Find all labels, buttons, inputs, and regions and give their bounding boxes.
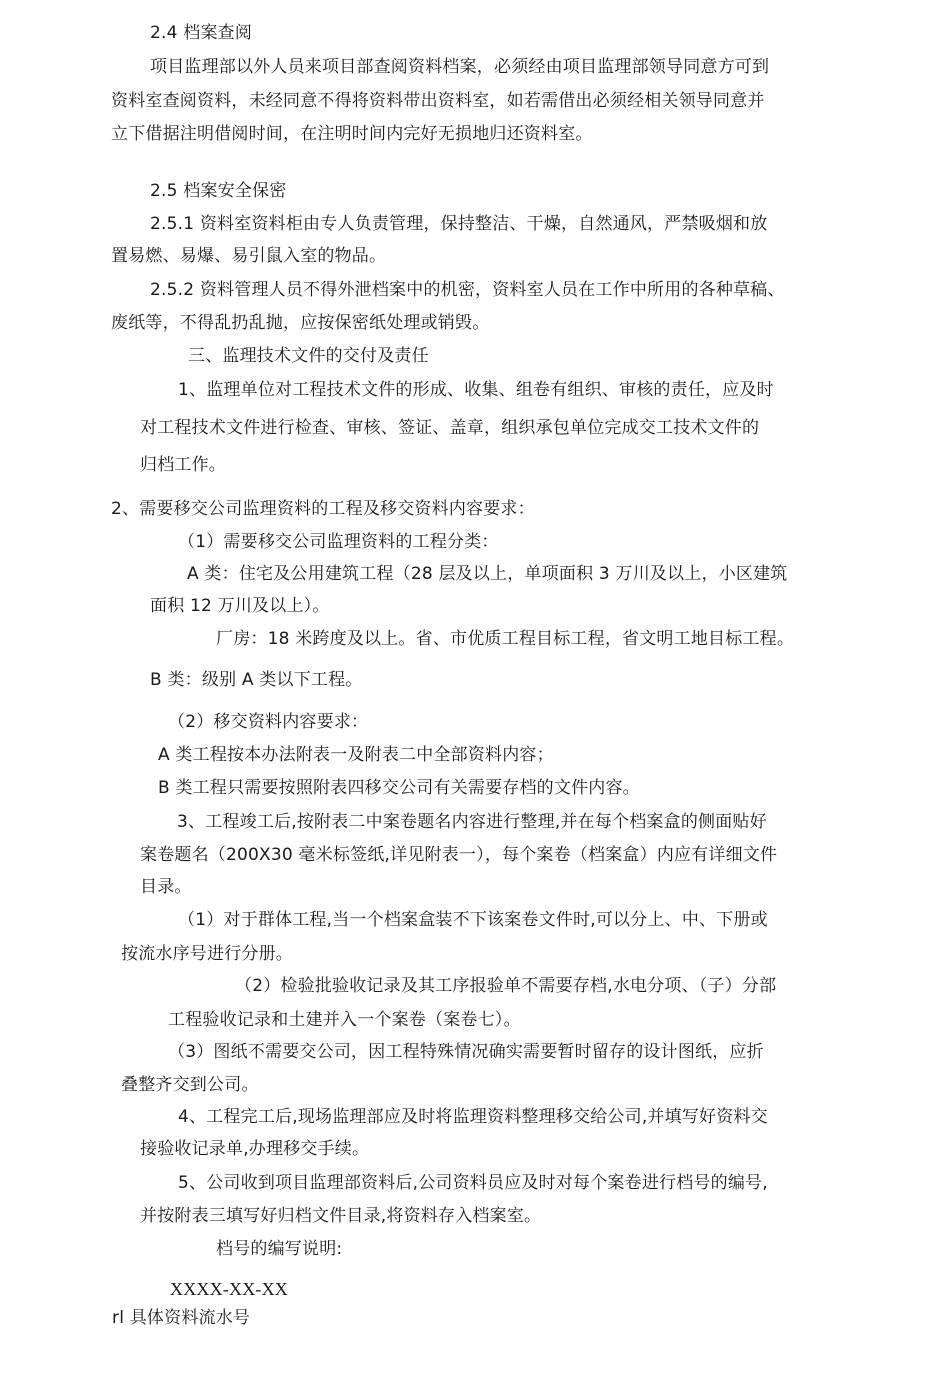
paragraph-line: A 类：住宅及公用建筑工程（28 层及以上，单项面积 3 万川及以上，小区建筑 <box>187 564 788 584</box>
section-heading-2-5: 2.5 档案安全保密 <box>150 181 287 201</box>
paragraph-line: 对工程技术文件进行检查、审核、签证、盖章，组织承包单位完成交工技术文件的 <box>140 418 760 438</box>
paragraph-line: 立下借据注明借阅时间，在注明时间内完好无损地归还资料室。 <box>111 124 593 144</box>
paragraph-line: rl 具体资料流水号 <box>112 1308 251 1328</box>
section-heading-2-4: 2.4 档案查阅 <box>150 23 253 43</box>
paragraph-line: （2）移交资料内容要求： <box>168 712 369 732</box>
paragraph-line: 归档工作。 <box>140 455 226 475</box>
paragraph-line: 叠整齐交到公司。 <box>121 1075 259 1095</box>
paragraph-line: 工程验收记录和土建并入一个案卷（案卷七）。 <box>168 1010 521 1030</box>
paragraph-line: 3、工程竣工后,按附表二中案卷题名内容进行整理,并在每个档案盒的侧面贴好 <box>177 812 767 832</box>
paragraph-line: 2.5.1 资料室资料柜由专人负责管理，保持整洁、干燥，自然通风，严禁吸烟和放 <box>150 214 768 234</box>
paragraph-line: 5、公司收到项目监理部资料后,公司资料员应及时对每个案卷进行档号的编号, <box>178 1173 768 1193</box>
paragraph-line: （1）对于群体工程,当一个档案盒装不下该案卷文件时,可以分上、中、下册或 <box>178 910 768 930</box>
paragraph-line: 接验收记录单,办理移交手续。 <box>140 1139 370 1159</box>
paragraph-line: （2）检验批验收记录及其工序报验单不需要存档,水电分项、（子）分部 <box>235 976 777 996</box>
paragraph-line: 2.5.2 资料管理人员不得外泄档案中的机密，资料室人员在工作中所用的各种草稿、 <box>150 280 785 300</box>
paragraph-line: 置易燃、易爆、易引鼠入室的物品。 <box>111 246 387 266</box>
paragraph-line: 案卷题名（200X30 毫米标签纸,详见附表一），每个案卷（档案盒）内应有详细文件 <box>140 845 778 865</box>
paragraph-line: 废纸等，不得乱扔乱抛，应按保密纸处理或销毁。 <box>111 313 490 333</box>
paragraph-line: （1）需要移交公司监理资料的工程分类： <box>178 532 499 552</box>
paragraph-line: 按流水序号进行分册。 <box>121 944 293 964</box>
paragraph-line: 项目监理部以外人员来项目部查阅资料档案，必须经由项目监理部领导同意方可到 <box>150 57 770 77</box>
paragraph-line: 厂房：18 米跨度及以上。省、市优质工程目标工程，省文明工地目标工程。 <box>216 629 795 649</box>
paragraph-line: 档号的编写说明: <box>216 1239 343 1259</box>
paragraph-line: 并按附表三填写好归档文件目录,将资料存入档案室。 <box>140 1206 542 1226</box>
paragraph-line: 4、工程完工后,现场监理部应及时将监理资料整理移交给公司,并填写好资料交 <box>178 1107 768 1127</box>
paragraph-line: 1、监理单位对工程技术文件的形成、收集、组卷有组织、审核的责任，应及时 <box>178 380 774 400</box>
paragraph-line: 面积 12 万川及以上）。 <box>150 596 330 616</box>
paragraph-line: B 类：级别 A 类以下工程。 <box>150 670 363 690</box>
paragraph-line: 2、需要移交公司监理资料的工程及移交资料内容要求： <box>111 499 535 519</box>
chapter-heading-3: 三、监理技术文件的交付及责任 <box>188 346 429 366</box>
paragraph-line: （3）图纸不需要交公司，因工程特殊情况确实需要暂时留存的设计图纸，应折 <box>168 1042 764 1062</box>
paragraph-line: B 类工程只需要按照附表四移交公司有关需要存档的文件内容。 <box>158 778 640 798</box>
paragraph-line: 目录。 <box>140 877 192 897</box>
paragraph-line: A 类工程按本办法附表一及附表二中全部资料内容； <box>158 745 554 765</box>
paragraph-line: 资料室查阅资料，未经同意不得将资料带出资料室，如若需借出必须经相关领导同意并 <box>111 91 765 111</box>
archive-number-format: XXXX-XX-XX <box>170 1279 288 1299</box>
